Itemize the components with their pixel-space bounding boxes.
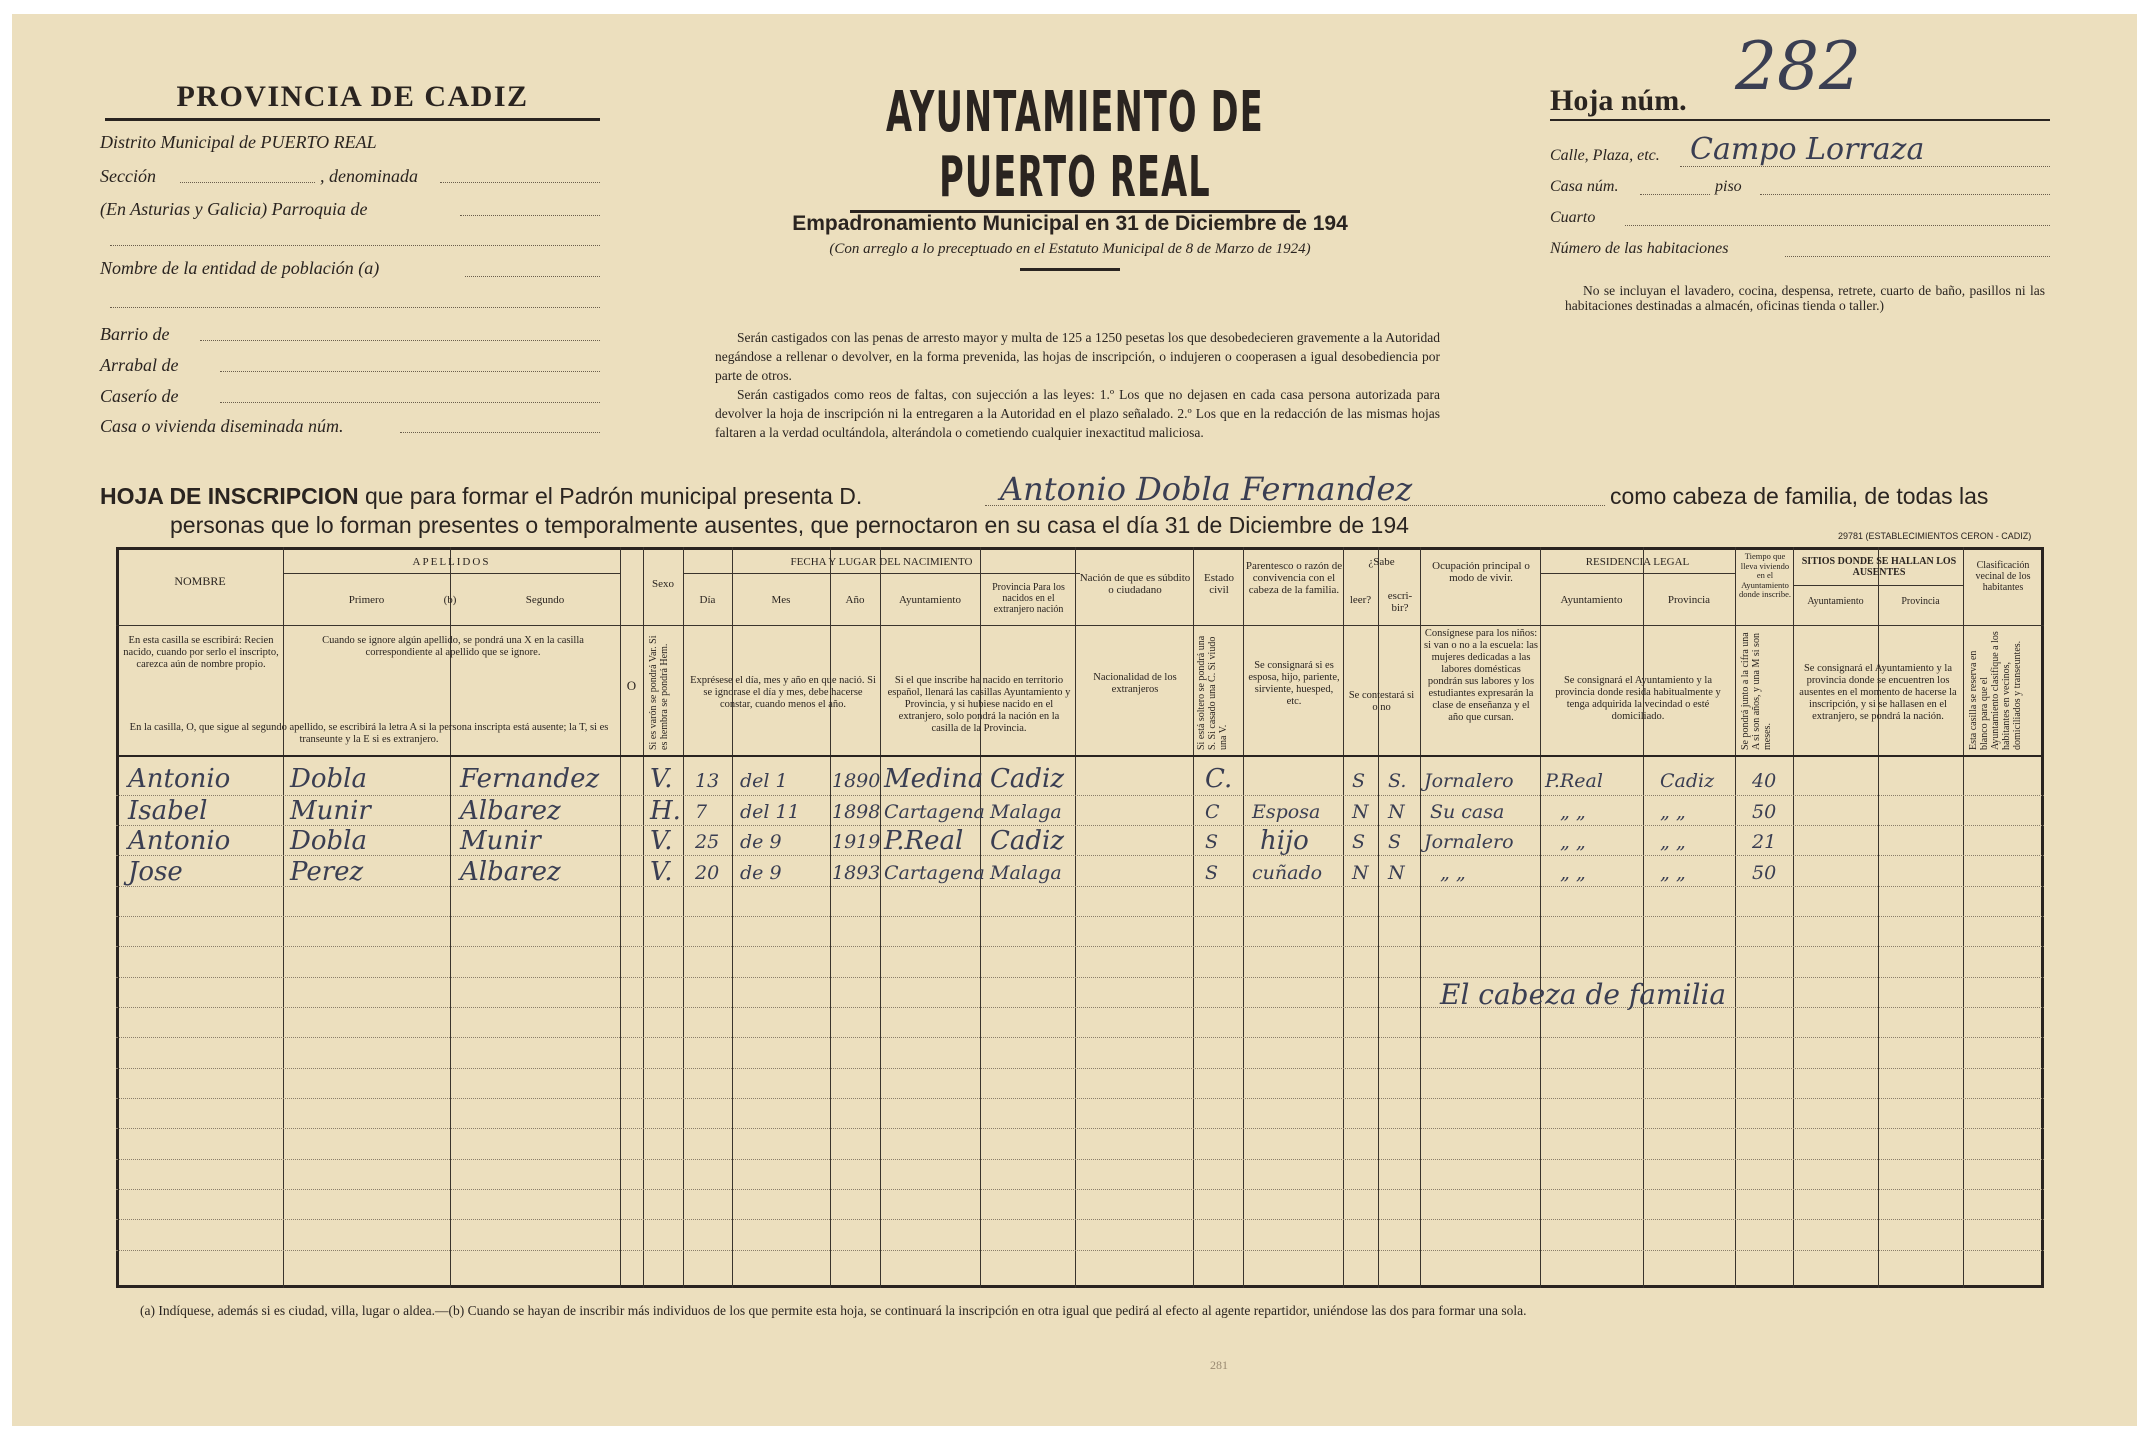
row-4-primero: Perez [290, 857, 364, 887]
header-tiempo: Tiempo que lleva viviendo en el Ayuntamiento donde inscribe. [1739, 551, 1791, 599]
ayuntamiento-title: AYUNTAMIENTO DE PUERTO REAL [850, 80, 1300, 213]
row-4-ayto: Cartagena [884, 862, 985, 884]
row-1-prov: Cadiz [990, 764, 1065, 794]
row-line [116, 1037, 2044, 1038]
row-1-ano: 1890 [832, 770, 881, 792]
col-line [732, 547, 733, 1288]
row-4-prov: Malaga [990, 862, 1062, 884]
instr-tiempo: Se pondrá junto a la cifra una A si son años, y una M si son meses. [1740, 632, 1773, 750]
row-line [116, 886, 2044, 887]
row-4-nombre: Jose [128, 857, 183, 887]
printer-mark: 29781 (ESTABLECIMIENTOS CERON - CADIZ) [1838, 531, 2032, 541]
col-line [1793, 547, 1794, 1288]
instr-sexo: Si es varón se pondrá Var. Si es hembra se pondrá Hem. [648, 635, 670, 750]
row-4-ocupacion: „ „ [1440, 862, 1466, 884]
header-sitios: SITIOS DONDE SE HALLAN LOS AUSENTES [1801, 556, 1957, 578]
instr-estado: Si está soltero se pondrá una S. Si casado una C. Si viudo una V. [1196, 635, 1229, 750]
barrio-field [200, 340, 600, 341]
col-line [620, 547, 621, 1288]
header-b: (b) [443, 594, 457, 606]
row-2-primero: Munir [290, 796, 371, 826]
col-line [643, 547, 644, 1288]
col-line [880, 547, 881, 1288]
row-line [116, 1219, 2044, 1220]
row-line [116, 855, 2044, 856]
header-leer: leer? [1349, 594, 1372, 606]
header-nacion: Nación de que es súbdito o ciudadano [1079, 572, 1191, 596]
row-1-nombre: Antonio [128, 764, 231, 794]
row-line [116, 946, 2044, 947]
row-3-dia: 25 [695, 831, 720, 853]
arrabal-label: Arrabal de [100, 355, 179, 375]
header-res-provincia: Provincia [1667, 594, 1711, 606]
seccion-field [180, 182, 315, 183]
row-2-ayto: Cartagena [884, 801, 985, 823]
row-2-parentesco: Esposa [1252, 801, 1321, 823]
row-1-mes: del 1 [740, 770, 788, 792]
header-segundo: Segundo [525, 594, 565, 606]
instr-apellidos: Cuando se ignore algún apellido, se pondrá una X en la casilla correspondiente al apellido que se ignore. [322, 635, 584, 658]
row-1-leer: S [1352, 770, 1366, 792]
row-line [116, 1159, 2044, 1160]
casa-num-label: Casa núm. [1550, 178, 1619, 195]
instr-clasificacion: Esta casilla se reserva en blanco para que el Ayuntamiento clasifique a los habitantes en vecinos, domiciliados y transeuntes. [1968, 631, 2023, 750]
row-1-res-ayto: P.Real [1545, 770, 1603, 792]
row-line [116, 1128, 2044, 1129]
header-estado: Estado civil [1204, 572, 1234, 596]
header-parentesco: Parentesco o razón de convivencia con el cabeza de la familia. [1245, 560, 1343, 596]
calle-value: Campo Lorraza [1690, 132, 1925, 167]
col-line [1878, 547, 1879, 1288]
row-4-escribir: N [1388, 862, 1405, 884]
col-line [1075, 547, 1076, 1288]
arrabal-field [220, 371, 600, 372]
entidad-field-2 [110, 307, 600, 308]
row-line [116, 825, 2044, 826]
seccion-label: Sección [100, 166, 156, 186]
instr-o-note: En la casilla, O, que sigue al segundo apellido, se escribirá la letra A si la persona inscripta está ausente; la T, si es transeunte y la E si es extranjero. [129, 722, 609, 745]
habitaciones-label: Número de las habitaciones [1550, 240, 1729, 257]
instr-residencia: Se consignará el Ayuntamiento y la provincia donde resida habitualmente y tenga adquirida la vecindad o esté domiciliado. [1555, 675, 1721, 722]
sitios-rule [1793, 585, 1963, 586]
row-3-prov: Cadiz [990, 826, 1065, 856]
row-1-ocupacion: Jornalero [1424, 770, 1514, 792]
denominada-field [440, 182, 600, 183]
row-2-ano: 1898 [832, 801, 881, 823]
row-3-sexo: V. [650, 826, 673, 856]
casa-diseminada-label: Casa o vivienda diseminada núm. [100, 416, 344, 436]
row-1-estado: C. [1205, 764, 1233, 794]
row-2-dia: 7 [695, 801, 708, 823]
instr-nombre: En esta casilla se escribirá: Recien nacido, cuando por serlo el inscripto, carezca aún de nombre propio. [123, 635, 279, 670]
header-primero: Primero [348, 594, 385, 606]
instructions-rule [116, 755, 2044, 757]
row-4-ano: 1893 [832, 862, 881, 884]
row-2-segundo: Albarez [460, 796, 561, 826]
residencia-rule [1540, 573, 1735, 574]
row-4-tiempo: 50 [1752, 862, 1777, 884]
row-1-primero: Dobla [290, 764, 367, 794]
row-4-parentesco: cuñado [1252, 862, 1323, 884]
archive-stamp: 281 [1210, 1358, 1228, 1372]
piso-label: piso [1715, 178, 1742, 195]
instr-nacion: Nacionalidad de los extranjeros [1093, 672, 1177, 695]
row-4-dia: 20 [695, 862, 720, 884]
hoja-inscripcion-label: HOJA DE INSCRIPCION [100, 483, 359, 509]
header-ano: Año [845, 594, 865, 606]
distrito-label: Distrito Municipal de PUERTO REAL [100, 132, 377, 152]
header-rule [116, 625, 2044, 626]
col-line [830, 547, 831, 1288]
col-line [1963, 547, 1964, 1288]
inscription-suffix: como cabeza de familia, de todas las [1610, 483, 1989, 509]
row-3-nombre: Antonio [128, 826, 231, 856]
header-sit-ayuntamiento: Ayuntamiento [1807, 596, 1864, 607]
row-2-res-prov: „ „ [1660, 801, 1686, 823]
province-title: PROVINCIA DE CADIZ [105, 80, 600, 121]
parroquia-label: (En Asturias y Galicia) Parroquia de [100, 199, 368, 219]
row-2-prov: Malaga [990, 801, 1062, 823]
footnote: (a) Indíquese, además si es ciudad, villa, lugar o aldea.—(b) Cuando se hayan de inscribir más individuos de los que permite esta hoja, se continuará la inscripción en otra igual que pedirá al efecto al agente repartidor, uniéndose las dos para formar una sola. [140, 1303, 1527, 1318]
estatuto-note: (Con arreglo a lo preceptuado en el Estatuto Municipal de 8 de Marzo de 1924) [829, 241, 1311, 257]
penalty-paragraph-1: Serán castigados con las penas de arresto mayor y multa de 125 a 1250 pesetas los que desobedecieren gravemente a la Autoridad negándose a rellenar o devolver, en la forma prevenida, las hojas de inscripción, o indujeren o cooperasen a igual desobediencia por parte de otros. [715, 330, 1440, 383]
col-line [683, 547, 684, 1288]
header-ocupacion: Ocupación principal o modo de vivir. [1432, 560, 1530, 584]
row-1-sexo: V. [650, 764, 673, 794]
instr-lugar: Si el que inscribe ha nacido en territorio español, llenará las casillas Ayuntamiento y Provincia, y si hubiese nacido en el extranjero, solo pondrá la nación en la casilla de la Provincia. [887, 675, 1071, 734]
row-line [116, 1250, 2044, 1251]
row-line [116, 977, 2044, 978]
row-1-escribir: S. [1388, 770, 1407, 792]
row-4-segundo: Albarez [460, 857, 561, 887]
penalty-notice [715, 328, 1440, 442]
col-line [1420, 547, 1421, 1288]
row-2-leer: N [1352, 801, 1369, 823]
col-line [283, 547, 284, 1288]
piso-field [1760, 194, 2050, 195]
col-line [1378, 547, 1379, 1288]
row-3-ocupacion: Jornalero [1424, 831, 1514, 853]
inscription-text: que para formar el Padrón municipal presenta D. [364, 483, 863, 509]
cuarto-label: Cuarto [1550, 209, 1596, 226]
row-3-leer: S [1352, 831, 1366, 853]
instr-ocupacion: Consígnese para los niños: si van o no a la escuela: las mujeres dedicadas a las labores domésticas pondrán sus labores y los estudiantes expresarán la clase de enseñanza y el año que cursan. [1424, 628, 1539, 723]
hoja-label: Hoja núm. [1550, 84, 1687, 117]
cuarto-field [1625, 225, 2050, 226]
empadronamiento-title: Empadronamiento Municipal en 31 de Diciembre de 194 [792, 212, 1348, 235]
header-mes: Mes [771, 594, 791, 606]
row-2-nombre: Isabel [128, 796, 208, 826]
row-4-res-prov: „ „ [1660, 862, 1686, 884]
caserio-label: Caserío de [100, 386, 179, 406]
row-3-ayto: P.Real [884, 826, 964, 856]
penalty-paragraph-2: Serán castigados como reos de faltas, con sujección a las leyes: 1.º Los que no dejasen en cada casa persona autorizada para devolver la hoja de inscripción ni la entregaren a la Autoridad en el plazo señalado. 2.º Los que en la redacción de las mismas hojas faltaren a la verdad ocultándola, alterándola o cometiendo cualquier inexactitud maliciosa. [715, 387, 1440, 440]
casa-num-field [1640, 194, 1710, 195]
row-line [116, 1068, 2044, 1069]
casa-diseminada-field [400, 432, 600, 433]
row-3-primero: Dobla [290, 826, 367, 856]
row-2-escribir: N [1388, 801, 1405, 823]
row-3-segundo: Munir [460, 826, 541, 856]
row-4-estado: S [1205, 862, 1219, 884]
col-line [1735, 547, 1736, 1288]
row-line [116, 1098, 2044, 1099]
head-of-family-name: Antonio Dobla Fernandez [1000, 470, 1413, 508]
header-sit-provincia: Provincia [1901, 596, 1940, 607]
header-dia: Día [699, 594, 716, 606]
row-3-res-ayto: „ „ [1560, 831, 1586, 853]
header-fecha-lugar: FECHA Y LUGAR DEL NACIMIENTO [790, 556, 973, 568]
instr-parentesco: Se consignará si es esposa, hijo, pariente, sirviente, huesped, etc. [1248, 660, 1340, 707]
calle-label: Calle, Plaza, etc. [1550, 147, 1660, 164]
entidad-label: Nombre de la entidad de población (a) [100, 258, 380, 278]
row-2-tiempo: 50 [1752, 801, 1777, 823]
col-line [1540, 547, 1541, 1288]
row-3-ano: 1919 [832, 831, 881, 853]
col-line [980, 547, 981, 1288]
header-residencia: RESIDENCIA LEGAL [1585, 556, 1690, 568]
row-1-dia: 13 [695, 770, 720, 792]
header-sabe: ¿Sabe [1368, 556, 1395, 568]
row-3-estado: S [1205, 831, 1219, 853]
row-4-res-ayto: „ „ [1560, 862, 1586, 884]
header-ayuntamiento: Ayuntamiento [899, 594, 961, 606]
row-line [116, 795, 2044, 796]
instr-sitios: Se consignará el Ayuntamiento y la provincia donde se encuentren los ausentes en el momento de hacerse la inscripción, y si se hallasen en el extranjero, se pondrá la nación. [1799, 663, 1957, 722]
header-escribir: escri-bir? [1387, 590, 1413, 614]
col-line [1643, 547, 1644, 1288]
denominada-label: , denominada [320, 166, 418, 186]
cabeza-familia-signature: El cabeza de familia [1440, 978, 1727, 1011]
row-3-parentesco: hijo [1260, 826, 1309, 856]
row-3-mes: de 9 [740, 831, 782, 853]
row-4-leer: N [1352, 862, 1369, 884]
hoja-rule [1550, 119, 2050, 121]
row-2-ocupacion: Su casa [1430, 801, 1505, 823]
head-name-field [985, 505, 1605, 506]
col-line [1243, 547, 1244, 1288]
header-apellidos: APELLIDOS [412, 556, 491, 568]
row-1-res-prov: Cadiz [1660, 770, 1715, 792]
fecha-rule [683, 573, 1080, 574]
row-2-mes: del 11 [740, 801, 800, 823]
inscription-line-2: personas que lo forman presentes o temporalmente ausentes, que pernoctaron en su casa el día 31 de Diciembre de 194 [170, 512, 1409, 538]
row-2-res-ayto: „ „ [1560, 801, 1586, 823]
barrio-label: Barrio de [100, 324, 170, 344]
row-1-ayto: Medina [884, 764, 984, 794]
instr-o: O [626, 678, 637, 693]
header-provincia: Provincia Para los nacidos en el extranjero nación [992, 582, 1065, 615]
row-1-segundo: Fernandez [460, 764, 600, 794]
entidad-field [465, 276, 600, 277]
row-line [116, 1189, 2044, 1190]
header-res-ayuntamiento: Ayuntamiento [1560, 594, 1623, 606]
parroquia-field [460, 215, 600, 216]
row-4-sexo: V. [650, 857, 673, 887]
col-line [1193, 547, 1194, 1288]
row-3-tiempo: 21 [1752, 831, 1777, 853]
calle-field [1680, 166, 2050, 167]
instr-sabe: Se contestará si o no [1348, 690, 1415, 713]
header-clasificacion: Clasificación vecinal de los habitantes [1975, 560, 2031, 593]
habitaciones-field [1785, 256, 2050, 257]
row-line [116, 1007, 2044, 1008]
ornament-rule [1020, 268, 1120, 271]
header-nombre: NOMBRE [174, 574, 226, 588]
row-2-estado: C [1205, 801, 1220, 823]
hoja-number: 282 [1735, 28, 1861, 105]
row-1-tiempo: 40 [1752, 770, 1777, 792]
row-3-res-prov: „ „ [1660, 831, 1686, 853]
parroquia-field-2 [110, 245, 600, 246]
row-line [116, 916, 2044, 917]
col-line [1343, 547, 1344, 1288]
apellidos-rule [283, 573, 620, 574]
instr-fecha: Exprésese el día, mes y año en que nació. Si se ignorase el día y mes, debe hacerse constar, cuando menos el año. [690, 675, 876, 710]
habitaciones-note: No se incluyan el lavadero, cocina, despensa, retrete, cuarto de baño, pasillos ni las habitaciones destinadas a almacén, oficinas tienda o taller.) [1565, 283, 2045, 313]
row-3-escribir: S [1388, 831, 1402, 853]
row-2-sexo: H. [650, 796, 681, 826]
row-4-mes: de 9 [740, 862, 782, 884]
caserio-field [220, 402, 600, 403]
header-sexo: Sexo [652, 578, 674, 590]
